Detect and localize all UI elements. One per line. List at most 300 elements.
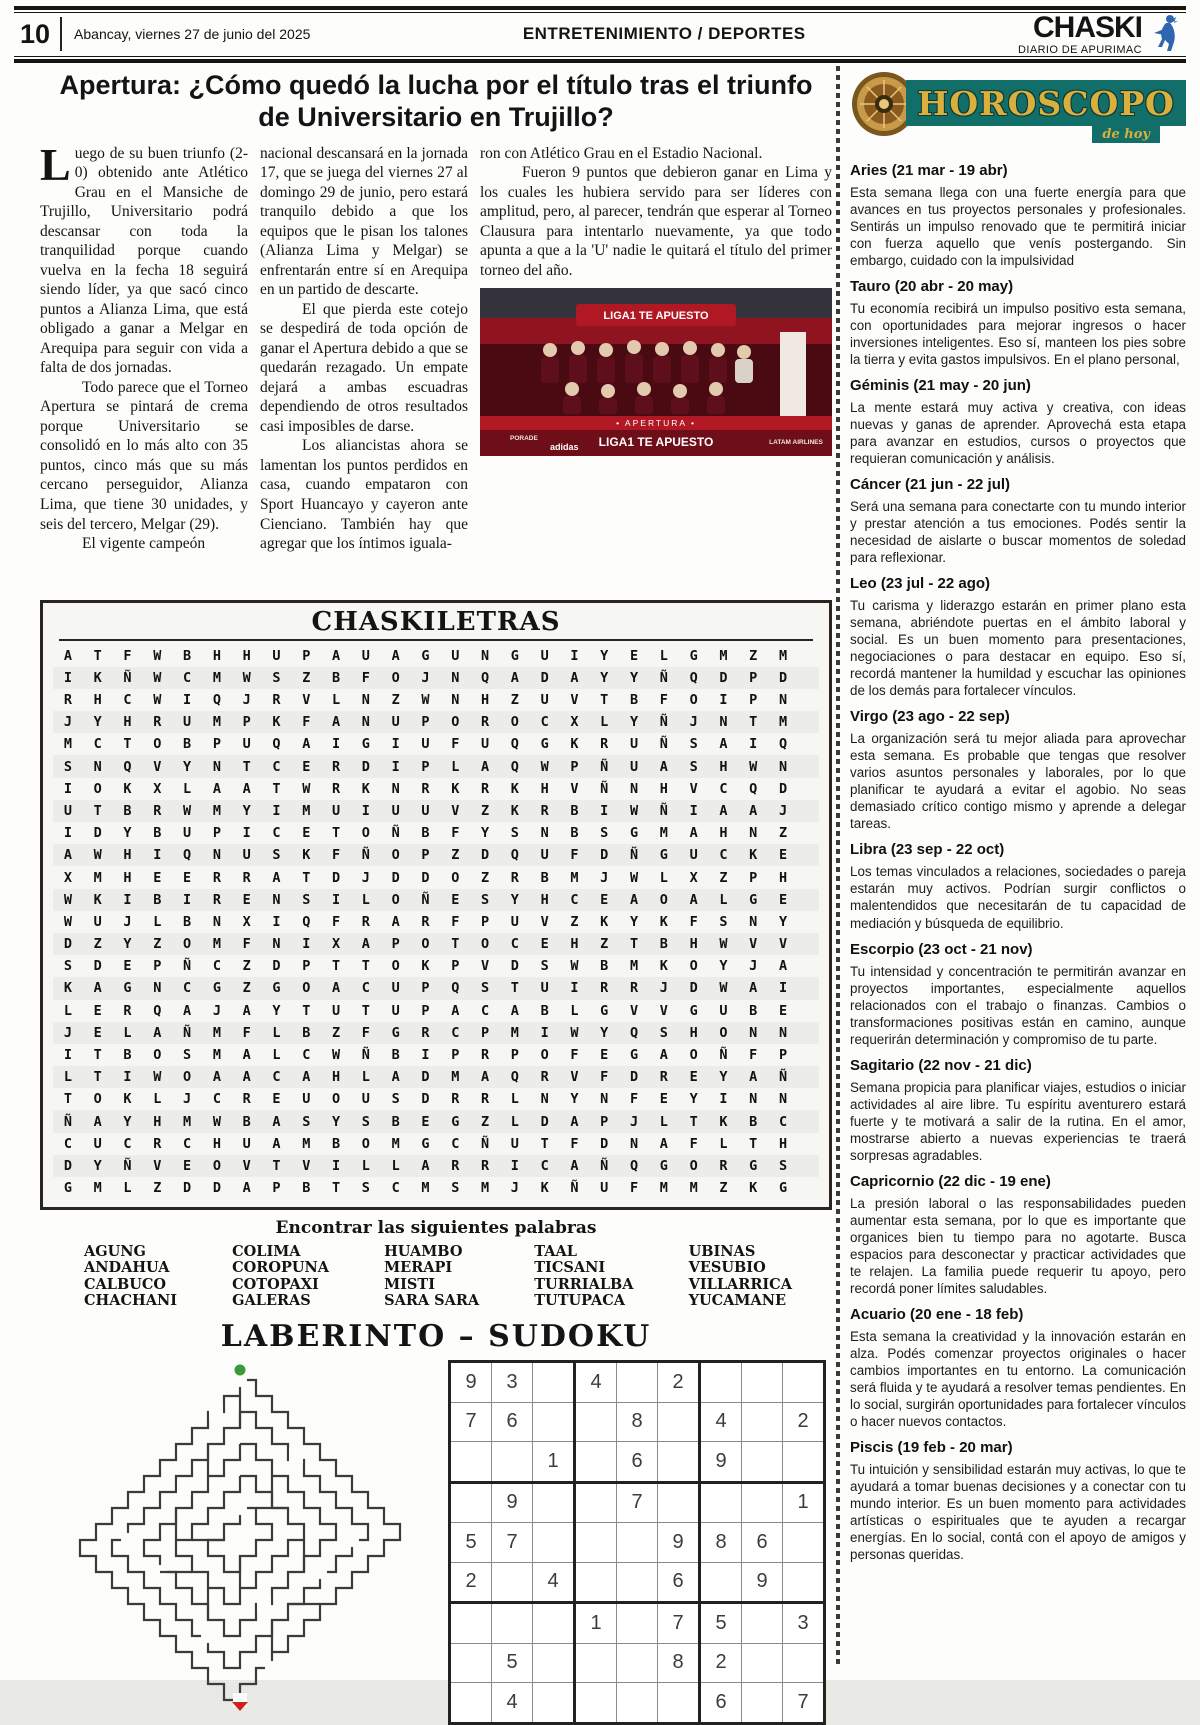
wordsearch-letter: Q (629, 1024, 639, 1041)
puzzle-title: LABERINTO – SUDOKU (220, 1319, 652, 1355)
sudoku-cell (450, 1482, 492, 1523)
wordsearch-letter: A (93, 1113, 102, 1130)
wordsearch-grid (53, 645, 819, 1200)
wordsearch-letter: Z (332, 1024, 341, 1041)
wordsearch-letter: C (272, 758, 281, 775)
wordsearch-letter: N (361, 714, 370, 731)
horoscope-sign-acuario (850, 1306, 1186, 1430)
wordsearch-letter: R (540, 1069, 549, 1086)
horoscope-sign-cáncer (850, 476, 1186, 566)
sudoku-cell (450, 1442, 492, 1483)
wordsearch-letter: C (183, 980, 192, 997)
sudoku-cell (450, 1603, 492, 1644)
wordsearch-letter: P (302, 647, 311, 664)
word-list-item: VILLARRICA (688, 1275, 792, 1293)
wordsearch-letter: W (183, 802, 192, 819)
wordsearch-letter: G (659, 1157, 668, 1174)
wordsearch-letter: H (659, 780, 668, 797)
sudoku-cell (617, 1523, 658, 1563)
wordsearch-letter: L (153, 1091, 162, 1108)
wordsearch-letter: B (123, 1047, 132, 1064)
wordsearch-letter: Y (719, 1069, 728, 1086)
sudoku-cell: 9 (700, 1442, 742, 1483)
wordsearch-letter: Y (629, 913, 639, 930)
sudoku-cell (533, 1523, 575, 1563)
wordsearch-letter: O (689, 1157, 698, 1174)
sudoku-cell (742, 1442, 783, 1483)
wordsearch-letter: T (540, 1135, 549, 1152)
wordsearch-letter: U (421, 736, 430, 753)
wordsearch-letter: F (570, 847, 579, 864)
horoscope-title: HOROSCOPO (917, 83, 1175, 123)
wordsearch-letter: R (272, 692, 281, 709)
wordsearch-letter: I (272, 913, 281, 930)
wordsearch-letter: A (421, 1157, 430, 1174)
wordsearch-letter: Z (480, 869, 490, 886)
wordsearch-title: CHASKILETRAS (59, 607, 813, 641)
article-paragraph: El vigente campeón (82, 535, 206, 553)
horoscope-sidebar (850, 70, 1186, 1572)
wordsearch-letter: H (689, 936, 698, 953)
wordsearch-letter: S (183, 1047, 192, 1064)
wordsearch-letter: D (600, 847, 609, 864)
wordsearch-letter: V (629, 1002, 639, 1019)
article-paragraph: Luego de su buen triunfo (2-0) obtenido ante Atlético Grau en el Mansiche de Trujillo, Universitario podrá descansar con toda la tranquilidad porque cuando vuelva en la fecha 18 seguirá siendo líder, ya que sacó cinco puntos a Alianza Lima, que está obligado a ganar a Melgar en Arequipa para seguir con vida a falta de dos jornadas. (40, 138, 248, 377)
wordsearch-letter: W (749, 758, 758, 775)
wordsearch-letter: R (600, 980, 609, 997)
wordsearch-letter: U (332, 802, 341, 819)
wordsearch-letter: R (153, 1135, 162, 1152)
wordsearch-letter: K (600, 913, 609, 930)
wordsearch-letter: A (719, 736, 728, 753)
sudoku-cell (617, 1362, 658, 1403)
article-paragraph: Los aliancistas ahora se lamentan los puntos perdidos en casa, cuando empataron con Sport Huancayo y cayeron ante Cienciano. También hay que agregar que los íntimos iguala- (260, 437, 468, 553)
wordsearch-letter: T (272, 1157, 281, 1174)
wordsearch-letter: W (153, 669, 162, 686)
wordsearch-letter: N (480, 647, 490, 664)
wordsearch-letter: V (242, 1157, 251, 1174)
wordsearch-letter: G (421, 1135, 430, 1152)
wordsearch-letter: B (391, 1113, 400, 1130)
wordsearch-letter: E (659, 1091, 668, 1108)
wordsearch-letter: Z (242, 958, 251, 975)
wordsearch-letter: D (421, 1091, 430, 1108)
wordsearch-letter: K (123, 780, 132, 797)
wordsearch-letter: Y (183, 758, 192, 775)
wordsearch-letter: R (63, 692, 72, 709)
wordsearch-letter: C (183, 669, 192, 686)
wordsearch-letter: G (749, 1157, 758, 1174)
photo-strip-label: • APERTURA • (616, 418, 696, 429)
wordsearch-letter: E (302, 825, 311, 842)
wordsearch-letter: R (659, 1069, 668, 1086)
adidas-logo-text: adidas (550, 442, 579, 453)
wordsearch-letter: N (451, 692, 460, 709)
wordsearch-letter: M (659, 825, 668, 842)
wordsearch-letter: R (361, 913, 370, 930)
sudoku-cell (617, 1603, 658, 1644)
wordsearch-letter: H (123, 847, 132, 864)
maze-start-dot (235, 1365, 246, 1376)
wordsearch-letter: G (123, 980, 132, 997)
sign-name: Sagitario (22 nov - 21 dic) (850, 1056, 1032, 1074)
wordsearch-letter: R (212, 869, 221, 886)
wordsearch-letter: A (272, 869, 281, 886)
wordsearch-letter: R (480, 780, 490, 797)
wordsearch-letter: J (659, 980, 668, 997)
wordsearch-letter: C (540, 1157, 549, 1174)
wordsearch-letter: H (332, 1069, 341, 1086)
wordsearch-letter: Ñ (391, 825, 400, 842)
wordsearch-row (53, 1177, 819, 1199)
wordsearch-letter: O (689, 692, 698, 709)
wordsearch-letter: A (570, 1113, 579, 1130)
wordsearch-letter: L (391, 1157, 400, 1174)
wordsearch-letter: N (93, 758, 102, 775)
wordsearch-letter: Q (778, 736, 788, 753)
wordsearch-letter: B (183, 736, 192, 753)
wordsearch-letter: W (153, 1069, 162, 1086)
wordsearch-letter: I (183, 692, 192, 709)
wordsearch-letter: D (719, 669, 728, 686)
wordsearch-letter: R (421, 913, 430, 930)
wordsearch-letter: N (778, 758, 788, 775)
wordsearch-letter: I (570, 980, 579, 997)
wordsearch-letter: A (451, 1002, 460, 1019)
wordsearch-letter: B (183, 647, 192, 664)
wordsearch-letter: U (361, 1091, 370, 1108)
sign-name: Tauro (20 abr - 20 may) (850, 278, 1014, 296)
wordsearch-letter: I (510, 1157, 519, 1174)
wordsearch-letter: L (153, 913, 162, 930)
wordsearch-letter: G (629, 1047, 639, 1064)
wordsearch-letter: M (421, 1180, 430, 1197)
word-list-item: TICSANI (534, 1259, 606, 1277)
wordsearch-letter: S (63, 758, 72, 775)
wordsearch-letter: F (361, 669, 370, 686)
wordsearch-letter: Y (510, 891, 519, 908)
sudoku-cell: 6 (617, 1442, 658, 1483)
wordsearch-letter: K (510, 780, 519, 797)
wordsearch-letter: G (778, 1180, 788, 1197)
wordsearch-letter: V (749, 936, 758, 953)
wordsearch-letter: P (778, 1047, 788, 1064)
wordsearch-letter: B (332, 669, 341, 686)
sudoku-cell (533, 1643, 575, 1683)
wordsearch-letter: N (540, 825, 549, 842)
wordsearch-row (53, 955, 819, 977)
wordsearch-row (53, 1000, 819, 1022)
wordsearch-row (53, 667, 819, 689)
wordsearch-letter: K (659, 913, 668, 930)
wordsearch-letter: Q (480, 669, 490, 686)
wordsearch-letter: G (540, 736, 549, 753)
sudoku-cell (533, 1683, 575, 1724)
wordsearch-letter: I (302, 936, 311, 953)
wordsearch-letter: G (391, 1024, 400, 1041)
wordsearch-letter: H (212, 1135, 221, 1152)
wordsearch-letter: O (421, 936, 430, 953)
horoscope-sign-leo (850, 575, 1186, 699)
wordsearch-letter: C (272, 1069, 281, 1086)
wordsearch-letter: R (212, 891, 221, 908)
wordsearch-letter: Ñ (361, 1047, 370, 1064)
wordsearch-letter: N (361, 692, 370, 709)
wordsearch-letter: D (93, 958, 102, 975)
wordsearch-letter: J (749, 958, 758, 975)
word-list-item: AGUNG (84, 1243, 146, 1261)
sudoku-cell: 2 (658, 1362, 700, 1403)
wordsearch-letter: C (361, 980, 370, 997)
wordsearch-letter: P (421, 847, 430, 864)
wordsearch-letter: N (272, 891, 281, 908)
wordsearch-letter: J (510, 1180, 519, 1197)
wordsearch-letter: T (749, 1135, 758, 1152)
sudoku-cell: 6 (700, 1683, 742, 1724)
sudoku-cell (575, 1442, 617, 1483)
wordsearch-letter: V (153, 758, 162, 775)
wordsearch-row (53, 711, 819, 733)
wordsearch-row (53, 778, 819, 800)
wordsearch-words-header: Encontrar las siguientes palabras (275, 1218, 597, 1239)
word-list-item: TUTUPACA (534, 1291, 626, 1309)
wordsearch-letter: G (63, 1180, 72, 1197)
wordsearch-letter: L (361, 1157, 370, 1174)
wordsearch-letter: Q (629, 1157, 639, 1174)
wordsearch-letter: A (391, 913, 400, 930)
wordsearch-letter: V (778, 936, 788, 953)
article-paragraph: Fueron 9 puntos que debieron ganar en Lima y los cuales les hubiera servido para ser líderes con amplitud, pero, al parecer, tendrán que esperar al Torneo Clausura para intentarlo nuevamente, ya que todo apunta a que a la 'U' nadie le quitará el título del primer torneo del año. (480, 164, 832, 279)
sign-name: Cáncer (21 jun - 22 jul) (850, 476, 1011, 494)
wordsearch-letter: M (302, 802, 311, 819)
sudoku-cell: 1 (533, 1442, 575, 1483)
wordsearch-letter: E (600, 1047, 609, 1064)
wordsearch-letter: F (629, 1091, 639, 1108)
wordsearch-letter: X (242, 913, 251, 930)
wordsearch-letter: N (629, 780, 639, 797)
wordsearch-letter: M (689, 1180, 698, 1197)
wordsearch-letter: U (540, 847, 549, 864)
wordsearch-letter: H (540, 891, 549, 908)
wordsearch-letter: L (272, 1024, 281, 1041)
wordsearch-letter: C (778, 1113, 788, 1130)
wordsearch-letter: U (332, 1002, 341, 1019)
wordsearch-letter: Ñ (183, 958, 192, 975)
wordsearch-letter: P (421, 1002, 430, 1019)
sudoku-cell: 6 (658, 1562, 700, 1603)
wordsearch-letter: F (689, 1135, 698, 1152)
wordsearch-row (53, 755, 819, 777)
wordsearch-letter: G (510, 647, 519, 664)
wordsearch-letter: U (391, 980, 400, 997)
wordsearch-letter: U (93, 913, 102, 930)
wordsearch-letter: K (659, 958, 668, 975)
wordsearch-letter: A (272, 1135, 281, 1152)
wordsearch-letter: Ñ (600, 1157, 609, 1174)
wordsearch-letter: C (93, 736, 102, 753)
wordsearch-letter: M (510, 1024, 519, 1041)
wordsearch-letter: A (332, 714, 341, 731)
wordsearch-letter: I (540, 1024, 549, 1041)
wordsearch-letter: P (272, 1180, 281, 1197)
sudoku-cell: 7 (492, 1523, 533, 1563)
wordsearch-letter: Z (391, 692, 400, 709)
wordsearch-letter: H (242, 647, 251, 664)
wordsearch-letter: A (242, 1047, 251, 1064)
wordsearch-letter: O (451, 869, 460, 886)
wordsearch-letter: C (451, 1024, 460, 1041)
wordsearch-letter: A (332, 980, 341, 997)
wordsearch-letter: Y (629, 714, 639, 731)
horoscope-sign-sagitario (850, 1057, 1186, 1164)
wordsearch-letter: H (480, 692, 490, 709)
wordsearch-letter: Ñ (361, 847, 370, 864)
wordsearch-letter: K (749, 847, 758, 864)
sudoku-cell (658, 1683, 700, 1724)
sudoku-cell: 8 (617, 1402, 658, 1442)
wordsearch-letter: O (719, 1024, 728, 1041)
wordsearch-letter: P (570, 758, 579, 775)
wordsearch-letter: I (332, 1157, 341, 1174)
wordsearch-letter: N (600, 1091, 609, 1108)
wordsearch-letter: B (570, 802, 579, 819)
sudoku-cell (617, 1643, 658, 1683)
sudoku-cell: 9 (742, 1562, 783, 1603)
wordsearch-letter: T (332, 958, 341, 975)
wordsearch-letter: M (93, 1180, 102, 1197)
wordsearch-letter: A (332, 647, 341, 664)
sudoku-cell: 8 (658, 1643, 700, 1683)
wordsearch-letter: K (63, 980, 72, 997)
sudoku-cell (492, 1603, 533, 1644)
wordsearch-letter: B (540, 1002, 549, 1019)
wordsearch-letter: I (63, 780, 72, 797)
wordsearch-letter: L (570, 1002, 579, 1019)
sudoku-cell: 2 (450, 1562, 492, 1603)
sign-text: Será una semana para conectarte con tu mundo interior y prestar atención a tus emociones. Podés sentir la necesidad de aislarte o buscar momentos de soledad para reflexionar. (850, 499, 1186, 566)
wordsearch-letter: M (212, 1047, 221, 1064)
sudoku-cell (575, 1643, 617, 1683)
wordsearch-letter: E (123, 958, 132, 975)
wordsearch-letter: Q (451, 980, 460, 997)
wordsearch-letter: M (212, 669, 221, 686)
wordsearch-letter: P (212, 825, 221, 842)
wordsearch-letter: D (629, 1069, 639, 1086)
wordsearch-letter: W (153, 647, 162, 664)
wordsearch-letter: V (302, 692, 311, 709)
wordsearch-letter: Ñ (600, 758, 609, 775)
wordsearch-letter: Y (600, 647, 609, 664)
wordsearch-row (53, 1066, 819, 1088)
wordsearch-letter: M (570, 869, 579, 886)
wordsearch-letter: T (63, 1091, 72, 1108)
wordsearch-letter: O (302, 980, 311, 997)
wordsearch-letter: W (242, 669, 251, 686)
wordsearch-letter: W (63, 891, 72, 908)
wordsearch-letter: S (361, 1113, 370, 1130)
masthead-subtitle: DIARIO DE APURIMAC (1018, 43, 1142, 56)
wordsearch-letter: O (361, 1135, 370, 1152)
wordsearch-letter: A (361, 936, 370, 953)
wordsearch-letter: U (63, 802, 72, 819)
wordsearch-letter: T (451, 936, 460, 953)
wordsearch-letter: I (123, 891, 132, 908)
wordsearch-letter: T (749, 714, 758, 731)
wordsearch-letter: Y (480, 825, 490, 842)
wordsearch-letter: W (629, 802, 639, 819)
wordsearch-letter: T (242, 758, 251, 775)
wordsearch-letter: C (272, 825, 281, 842)
wordsearch-letter: Y (272, 1002, 281, 1019)
wordsearch-letter: J (242, 692, 251, 709)
wordsearch-letter: S (600, 825, 609, 842)
wordsearch-letter: P (302, 958, 311, 975)
wordsearch-letter: L (659, 869, 668, 886)
word-list-item: COLIMA (232, 1243, 301, 1261)
wordsearch-letter: P (600, 1113, 609, 1130)
wordsearch-letter: Q (749, 780, 758, 797)
wordsearch-letter: A (689, 891, 698, 908)
wordsearch-letter: Y (93, 1157, 102, 1174)
wordsearch-letter: B (242, 1113, 251, 1130)
wordsearch-letter: X (689, 869, 698, 886)
wordsearch-letter: K (93, 669, 102, 686)
wordsearch-letter: T (600, 692, 609, 709)
wordsearch-letter: C (183, 1135, 192, 1152)
wordsearch-letter: H (719, 758, 728, 775)
horoscope-subtitle: de hoy (1092, 126, 1160, 143)
white-banner (780, 332, 806, 416)
sudoku-cell (533, 1603, 575, 1644)
page-number: 10 (20, 18, 51, 49)
wordsearch-letter: C (212, 958, 221, 975)
wordsearch-letter: L (361, 891, 370, 908)
wordsearch-letter: O (689, 1047, 698, 1064)
article-paragraph: El que pierda este cotejo se despedirá de toda opción de ganar el Apertura debido a que se quedarán rezagado. Un empate dejará a ambas escuadras dependiendo de otros resultados casi imposibles de darse. (260, 300, 468, 435)
sudoku-cell: 7 (658, 1603, 700, 1644)
wordsearch-letter: G (272, 980, 281, 997)
wordsearch-letter: U (391, 714, 400, 731)
wordsearch-letter: K (510, 802, 519, 819)
word-list-item: CALBUCO (84, 1275, 167, 1293)
wordsearch-letter: O (391, 669, 400, 686)
wordsearch-letter: B (540, 869, 549, 886)
sign-text: Tu economía recibirá un impulso positivo esta semana, con oportunidades para mejorar ingresos o hacer inversiones inteligentes. Eso sí, manteen los pies sobre la tierra y evita gastos impulsivos. En el plano personal, (850, 301, 1186, 368)
article-paragraph: ron con Atlético Grau en el Estadio Nacional. (480, 144, 763, 162)
wordsearch-letter: P (510, 1047, 519, 1064)
wordsearch-letter: W (63, 913, 72, 930)
wordsearch-letter: D (540, 669, 549, 686)
wordsearch-letter: Ñ (63, 1113, 72, 1130)
sudoku-cell (575, 1562, 617, 1603)
wordsearch-letter: U (689, 847, 698, 864)
wordsearch-letter: Y (719, 958, 728, 975)
wordsearch-letter: T (93, 1069, 102, 1086)
wordsearch-letter: P (242, 714, 251, 731)
wordsearch-letter: P (421, 980, 430, 997)
wordsearch-letter: Z (749, 647, 758, 664)
article-column-3 (480, 144, 832, 554)
wordsearch-letter: J (778, 802, 788, 819)
wordsearch-row (53, 1022, 819, 1044)
wordsearch-letter: Z (302, 669, 311, 686)
wordsearch-letter: W (421, 692, 430, 709)
word-list-item: COTOPAXI (232, 1275, 319, 1293)
wordsearch-letter: O (480, 936, 490, 953)
wordsearch-letter: M (659, 1180, 668, 1197)
wordsearch-letter: U (361, 647, 370, 664)
chaski-bird-logo-icon (1148, 11, 1186, 58)
